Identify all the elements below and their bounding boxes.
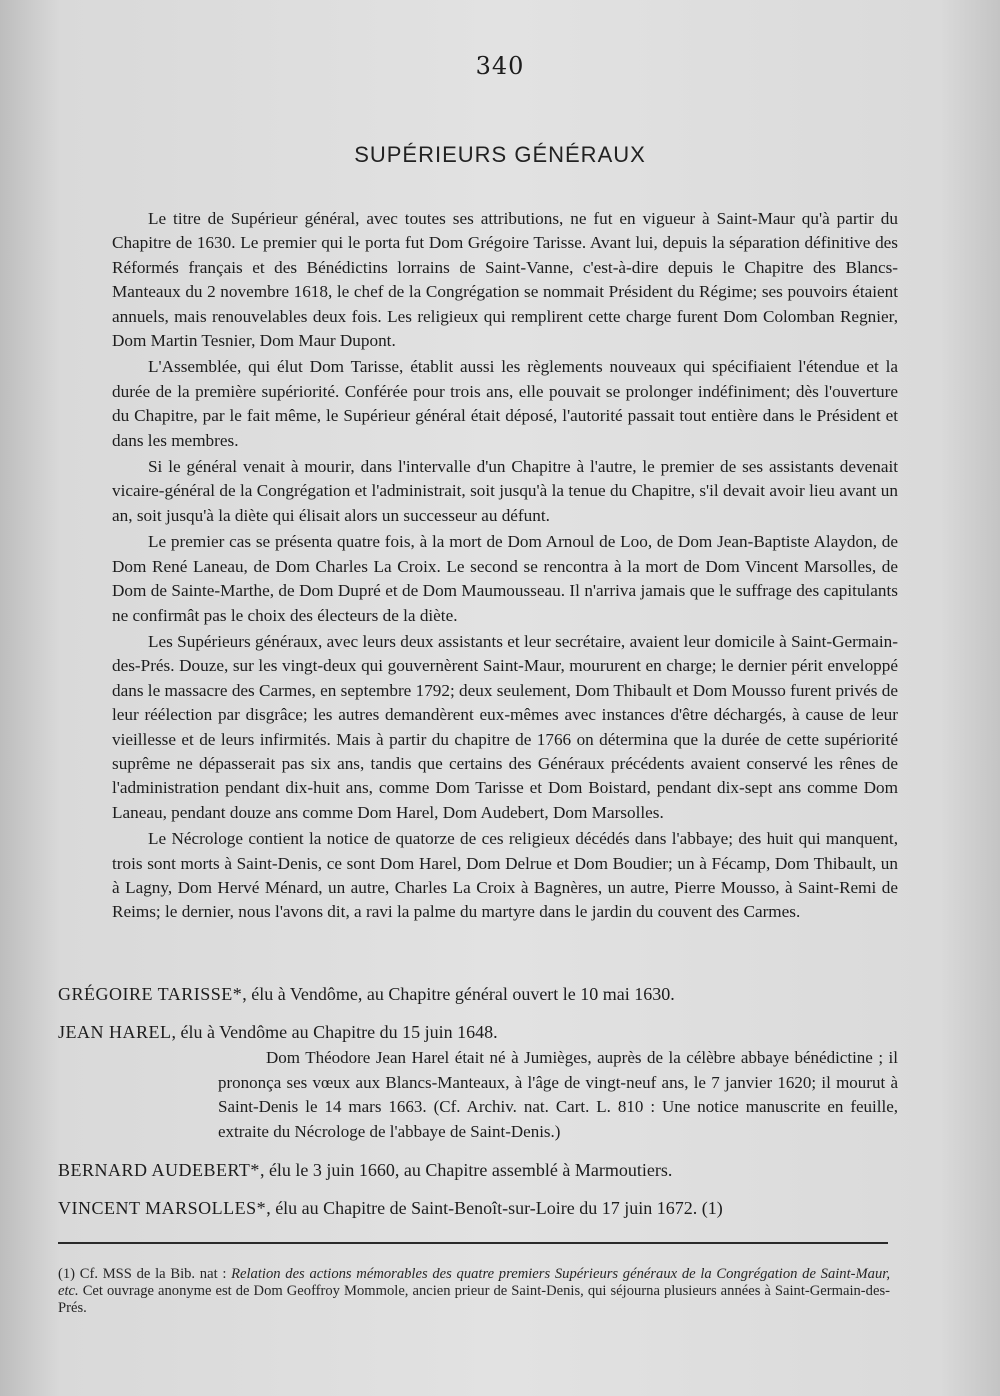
paragraph-3: Si le général venait à mourir, dans l'intervalle d'un Chapitre à l'autre, le premier de ses assistants devenait vicaire-général de la Congrégation et l'administrait, soit jusqu'à la tenue du Chapitre, s'il devait avoir lieu avant un an, soit jusqu'à la diète qui élisait alors un successeur au défunt. [112, 457, 898, 525]
entry-text: , élu à Vendôme au Chapitre du 15 juin 1648. [171, 1022, 498, 1042]
list-item [58, 982, 898, 1006]
entry-name: GRÉGOIRE TARISSE* [58, 984, 243, 1004]
entry-name: JEAN HAREL [58, 1022, 172, 1042]
page-title: SUPÉRIEURS GÉNÉRAUX [354, 142, 646, 167]
paragraph-2: L'Assemblée, qui élut Dom Tarisse, établit aussi les règlements nouveaux qui spécifiaient l'étendue et la durée de la première supériorité. Conférée pour trois ans, elle pouvait se prolonger indéfiniment; dès l'ouverture du Chapitre, par le fait même, le Supérieur général était déposé, l'autorité passait tout entière dans le Président et dans les membres. [112, 357, 898, 450]
superiors-list [58, 982, 898, 1234]
list-item [58, 1196, 898, 1220]
paragraph-5: Les Supérieurs généraux, avec leurs deux assistants et leur secrétaire, avaient leur domicile à Saint-Germain-des-Prés. Douze, sur les vingt-deux qui gouvernèrent Saint-Maur, moururent en charge; le dernier périt enveloppé dans le massacre des Carmes, en septembre 1792; deux seulement, Dom Thibault et Dom Mousso furent privés de leur réélection par disgrâce; les autres demandèrent eux-mêmes avec instances d'être déchargés, à cause de leur vieillesse et de leurs infirmités. Mais à partir du chapitre de 1766 on détermina que la durée de cette supériorité suprême ne dépasserait pas six ans, tandis que certains des Généraux précédents avaient conservé les rênes de l'administration pendant dix-huit ans, comme Dom Tarisse et Dom Boistard, pendant dix-sept ans comme Dom Laneau, pendant douze ans comme Dom Harel, Dom Audebert, Dom Marsolles. [112, 631, 898, 822]
entry-text: , élu au Chapitre de Saint-Benoît-sur-Loire du 17 juin 1672. (1) [266, 1198, 723, 1218]
footnote [58, 1266, 890, 1317]
entry-text: , élu le 3 juin 1660, au Chapitre assemblé à Marmoutiers. [259, 1160, 673, 1180]
paragraph-6: Le Nécrologe contient la notice de quatorze de ces religieux décédés dans l'abbaye; des huit qui manquent, trois sont morts à Saint-Denis, ce sont Dom Harel, Dom Delrue et Dom Boudier; un à Fécamp, Dom Thibault, un à Lagny, Dom Hervé Ménard, un autre, Charles La Croix à Bagnères, un autre, Pierre Mousso, à Saint-Remi de Reims; le dernier, nous l'avons dit, a ravi la palme du martyre dans le jardin du couvent des Carmes. [112, 829, 898, 922]
paragraph-4: Le premier cas se présenta quatre fois, à la mort de Dom Arnoul de Loo, de Dom Jean-Baptiste Alaydon, de Dom René Laneau, de Dom Charles La Croix. Le second se rencontra à la mort de Dom Vincent Marsolles, de Dom de Sainte-Marthe, de Dom Dupré et de Dom Maumousseau. Il n'arriva jamais que le suffrage des capitulants ne confirmât pas le choix des électeurs de la diète. [112, 532, 898, 625]
footnote-title: Relation des actions mémorables des quatre premiers Supérieurs généraux de la Congrégation de Saint-Maur, etc. [58, 1266, 890, 1299]
body-text [112, 207, 898, 927]
page-number: 340 [475, 52, 525, 80]
footnote-text: Cet ouvrage anonyme est de Dom Geoffroy Mommole, ancien prieur de Saint-Denis, qui séjourna plusieurs années à Saint-Germain-des-Prés. [58, 1283, 890, 1316]
list-item [58, 1158, 898, 1182]
entry-name: BERNARD AUDEBERT* [58, 1160, 260, 1180]
entry-name: VINCENT MARSOLLES* [58, 1198, 267, 1218]
footnote-prefix: (1) Cf. MSS de la Bib. nat : [58, 1266, 232, 1282]
paragraph-1: Le titre de Supérieur général, avec toutes ses attributions, ne fut en vigueur à Saint-Maur qu'à partir du Chapitre de 1630. Le premier qui le porta fut Dom Grégoire Tarisse. Avant lui, depuis la séparation définitive des Réformés français et des Bénédictins lorrains de Saint-Vanne, c'est-à-dire depuis le Chapitre des Blancs-Manteaux du 2 novembre 1618, le chef de la Congrégation se nommait Président du Régime; ses pouvoirs étaient annuels, mais renouvelables deux fois. Les religieux qui remplirent cette charge furent Dom Colomban Regnier, Dom Martin Tesnier, Dom Maur Dupont. [112, 209, 898, 351]
list-item [58, 1020, 898, 1044]
entry-text: , élu à Vendôme, au Chapitre général ouvert le 10 mai 1630. [242, 984, 675, 1004]
entry-note: Dom Théodore Jean Harel était né à Jumièges, auprès de la célèbre abbaye bénédictine ; il prononça ses vœux aux Blancs-Manteaux, à l'âge de vingt-neuf ans, le 7 janvier 1620; il mourut à Saint-Denis le 14 mars 1663. (Cf. Archiv. nat. Cart. L. 810 : Une notice manuscrite en feuille, extraite du Nécrologe de l'abbaye de Saint-Denis.) [218, 1048, 898, 1141]
footnote-divider [58, 1242, 888, 1244]
